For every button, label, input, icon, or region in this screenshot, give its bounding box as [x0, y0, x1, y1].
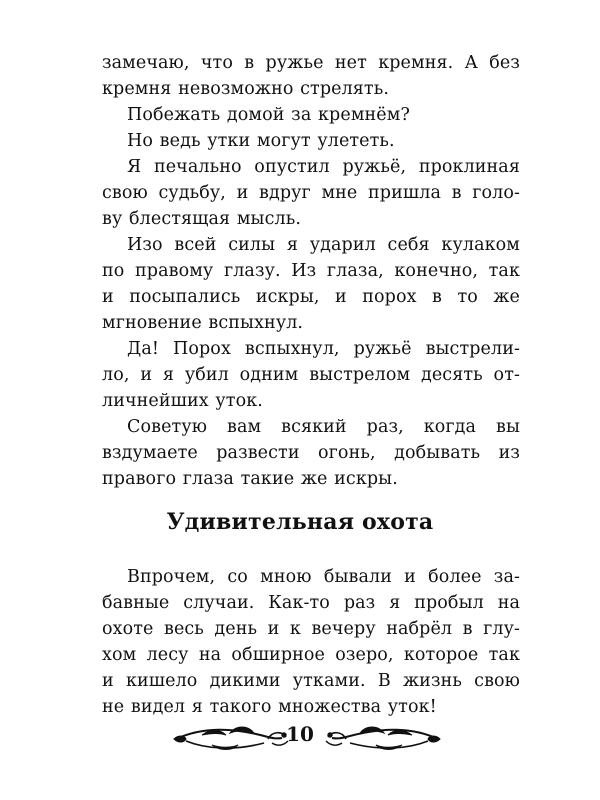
text-block-bottom — [102, 564, 520, 720]
text-line: Впрочем, со мною бывали и более за- — [127, 567, 520, 587]
text-line: Я печально опустил ружьё, проклиная — [127, 157, 520, 177]
text-line: правого глаза такие же искры. — [102, 469, 398, 489]
text-line: мгновение вспыхнул. — [102, 313, 304, 333]
text-line: замечаю, что в ружье нет кремня. А без — [102, 53, 520, 73]
text-line: кремня невозможно стрелять. — [102, 79, 390, 99]
text-line: и посыпались искры, и порох в то же — [102, 287, 520, 307]
text-line: Но ведь утки могут улететь. — [127, 131, 395, 151]
text-line: ло, и я убил одним выстрелом десять от- — [102, 365, 520, 385]
text-block-top — [102, 50, 520, 492]
text-line: свою судьбу, и вдруг мне пришла в голо- — [102, 183, 520, 203]
chapter-heading: Удивительная охота — [166, 509, 434, 535]
text-line: вздумаете развести огонь, добывать из — [102, 443, 520, 463]
text-line: и кишело дикими утками. В жизнь свою — [102, 671, 520, 691]
text-line: личнейших уток. — [102, 391, 263, 411]
text-line: не видел я такого множества уток! — [102, 697, 437, 717]
text-line: по правому глазу. Из глаза, конечно, так — [102, 261, 520, 281]
text-line: хом лесу на обширное озеро, которое так — [102, 645, 520, 665]
text-line: ву блестящая мысль. — [102, 209, 301, 229]
page-number: 10 — [286, 722, 314, 746]
text-line: Советую вам всякий раз, когда вы — [127, 417, 520, 437]
page-footer — [0, 717, 600, 757]
text-line: охоте весь день и к вечеру набрёл в глу- — [102, 619, 520, 639]
text-line: бавные случаи. Как-то раз я пробыл на — [102, 593, 520, 613]
ornament-right-icon — [322, 717, 442, 757]
text-line: Да! Порох вспыхнул, ружьё выстрели- — [127, 339, 520, 359]
text-line: Побежать домой за кремнём? — [127, 105, 410, 125]
text-line: Изо всей силы я ударил себя кулаком — [127, 235, 520, 255]
